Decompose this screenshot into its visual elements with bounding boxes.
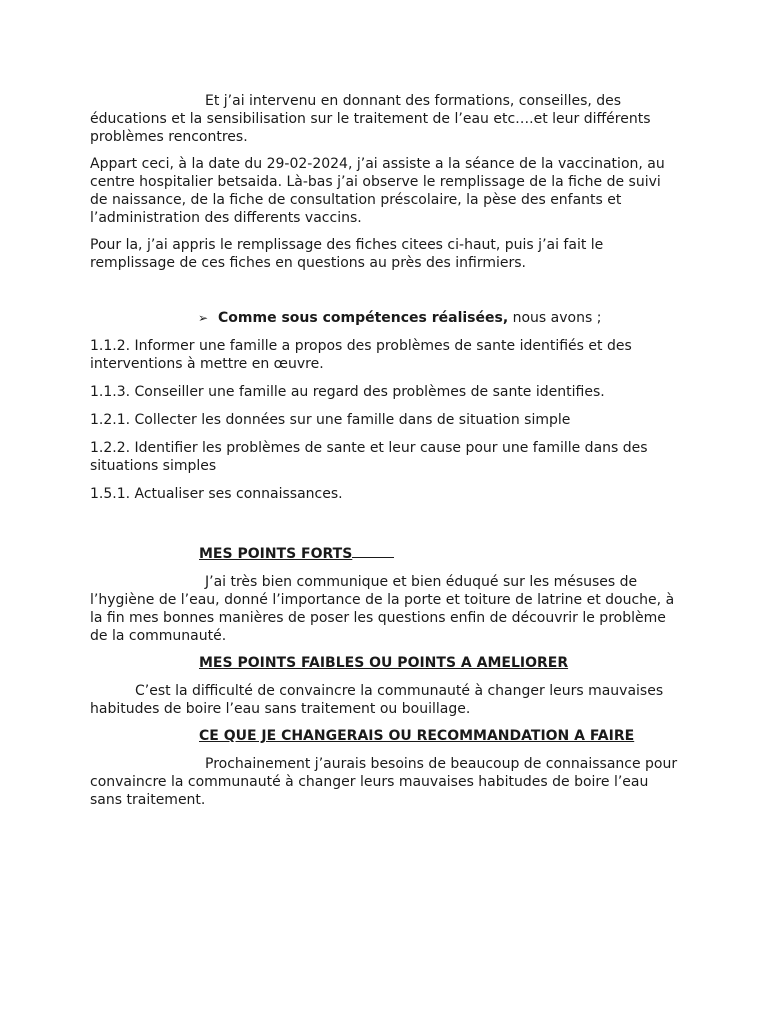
weaknesses-text: C’est la difficulté de convaincre la communauté à changer leurs mauvaises habitudes de boire l’eau sans traitement ou bouillage. (90, 683, 664, 717)
competence-item-4: 1.2.2. Identifier les problèmes de sante et leur cause pour une famille dans des situations simples (90, 440, 648, 474)
competence-item-5: 1.5.1. Actualiser ses connaissances. (90, 486, 343, 502)
competences-lead-bold: Comme sous compétences réalisées, (218, 310, 509, 326)
intro-paragraph-2: Appart ceci, à la date du 29-02-2024, j’ai assiste a la séance de la vaccination, au centre hospitalier betsaida. Là-bas j’ai observe le remplissage de la fiche de suivi de naissance, de la fiche de consultation préscolaire, la pèse des enfants et l’administration des differents vaccins. (90, 156, 665, 226)
competences-lead-rest: nous avons ; (508, 310, 602, 326)
weaknesses-heading: MES POINTS FAIBLES OU POINTS A AMELIORER (199, 655, 569, 671)
competences-lead (90, 309, 680, 327)
intro-paragraph-1: Et j’ai intervenu en donnant des formations, conseilles, des éducations et la sensibilisation sur le traitement de l’eau etc….et leur différents problèmes rencontres. (90, 93, 651, 145)
competence-item-1: 1.1.2. Informer une famille a propos des problèmes de sante identifiés et des interventions à mettre en œuvre. (90, 338, 632, 372)
strengths-text: J’ai très bien communique et bien éduqué sur les mésuses de l’hygiène de l’eau, donné l’importance de la porte et toiture de latrine et douche, à la fin mes bonnes manières de poser les questions enfin de découvrir le problème de la communauté. (90, 574, 675, 644)
strengths-heading (90, 543, 680, 563)
recommendations-heading: CE QUE JE CHANGERAIS OU RECOMMANDATION A FAIRE (199, 728, 635, 744)
intro-paragraph-3: Pour la, j’ai appris le remplissage des fiches citees ci-haut, puis j’ai fait le remplissage de ces fiches en questions au près des infirmiers. (90, 237, 604, 271)
competence-item-3: 1.2.1. Collecter les données sur une famille dans de situation simple (90, 412, 571, 428)
competence-item-2: 1.1.3. Conseiller une famille au regard des problèmes de sante identifies. (90, 384, 605, 400)
document-page (90, 92, 680, 818)
arrow-bullet-icon: ➢ (198, 311, 209, 325)
heading-underline-fill (352, 543, 394, 558)
recommendations-text: Prochainement j’aurais besoins de beaucoup de connaissance pour convaincre la communauté à changer leurs mauvaises habitudes de boire l’eau sans traitement. (90, 756, 678, 808)
strengths-heading-text: MES POINTS FORTS (199, 546, 353, 562)
